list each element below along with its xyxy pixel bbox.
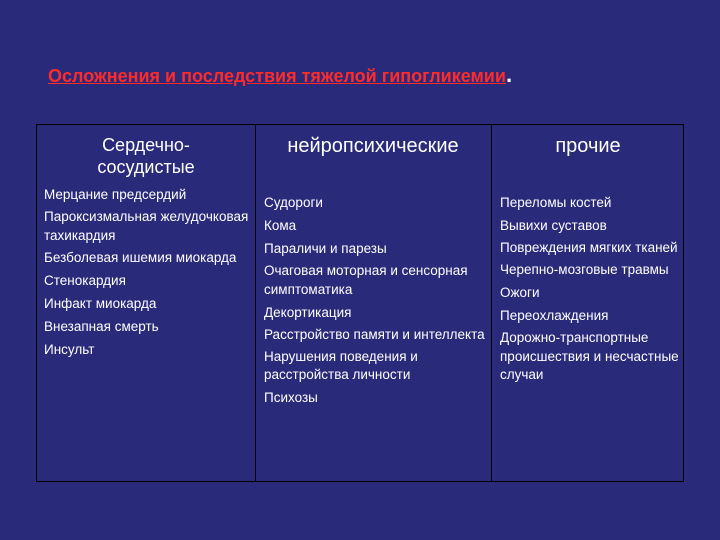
list-item: Нарушения поведения и расстройства личности [264, 348, 418, 382]
list-item: Инфакт миокарда [44, 295, 157, 311]
list-item: Параличи и парезы [264, 241, 387, 256]
list-neuropsychiatric [255, 193, 491, 408]
list-other [491, 193, 685, 385]
list-item: Очаговая моторная и сенсорная симптоматика [264, 263, 468, 297]
list-item: Безболевая ишемия миокарда [44, 249, 237, 265]
list-item: Судороги [264, 195, 323, 210]
list-item: Декортикация [264, 304, 352, 320]
header-other-text: прочие [555, 135, 621, 157]
column-divider [491, 125, 492, 481]
list-cardiovascular [37, 185, 255, 359]
list-item: Мерцание предсердий [44, 187, 187, 202]
title-dot: . [505, 62, 513, 87]
list-item: Стенокардия [44, 272, 126, 288]
column-header-cardiovascular [37, 125, 255, 185]
column-cardiovascular [37, 125, 255, 481]
list-item: Повреждения мягких тканей [500, 240, 678, 255]
slide-title [48, 62, 688, 88]
list-item: Переохлаждения [500, 308, 609, 323]
column-divider [255, 125, 256, 481]
list-item: Переломы костей [500, 195, 612, 210]
list-item: Ожоги [500, 285, 540, 300]
list-item: Дорожно-транспортные происшествия и несчастные случаи [500, 330, 679, 382]
list-item: Вывихи суставов [500, 218, 607, 233]
column-neuropsychiatric [255, 125, 491, 481]
list-item: Внезапная смерть [44, 318, 159, 334]
list-item: Инсульт [44, 341, 95, 357]
column-header-other [491, 125, 685, 193]
complications-table [36, 124, 684, 482]
header-neuropsychiatric-text: нейропсихические [287, 135, 459, 157]
column-header-neuropsychiatric [255, 125, 491, 193]
title-text: Осложнения и последствия тяжелой гипогликемии [48, 66, 506, 86]
list-item: Черепно-мозговые травмы [500, 262, 669, 277]
list-item: Психозы [264, 390, 318, 405]
header-cardiovascular-text: Сердечно- сосудистые [97, 135, 195, 177]
list-item: Пароксизмальная желудочковая тахикардия [44, 209, 249, 243]
list-item: Кома [264, 218, 297, 233]
list-item: Расстройство памяти и интеллекта [264, 326, 485, 342]
column-other [491, 125, 685, 481]
